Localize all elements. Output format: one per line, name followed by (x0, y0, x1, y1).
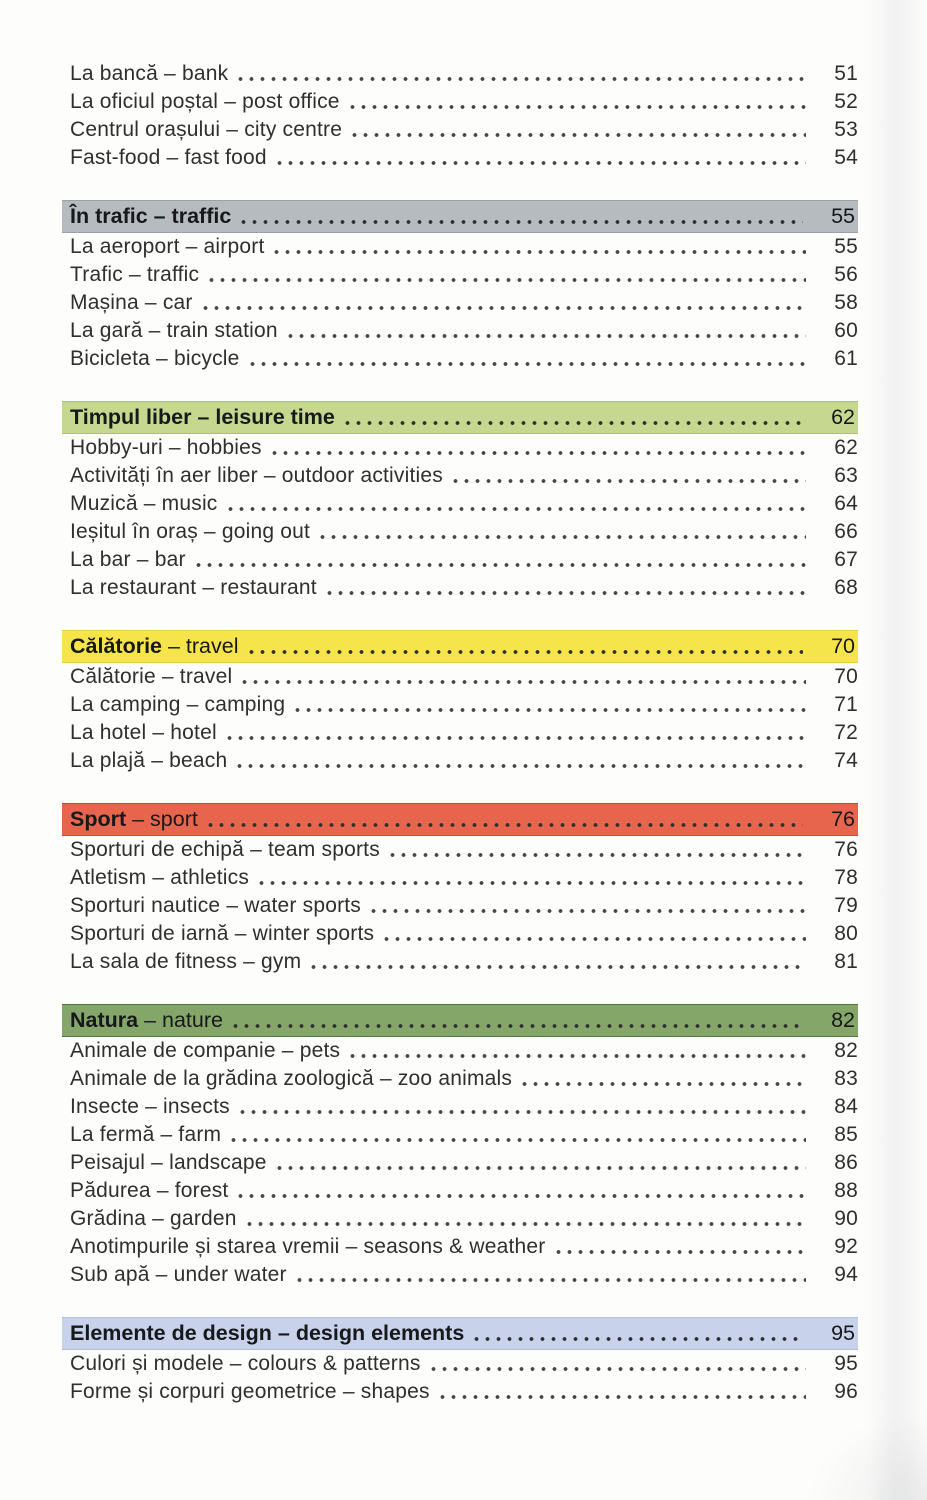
entry-page-number: 96 (834, 1380, 858, 1403)
entry-label: La oficiul poștal – post office (70, 90, 340, 113)
toc-entry (70, 462, 858, 490)
toc-entry (70, 719, 858, 747)
dot-leader (205, 804, 803, 835)
toc-entry (70, 747, 858, 775)
toc-entry (70, 144, 858, 172)
dot-leader (387, 836, 806, 864)
entry-label: La bar – bar (70, 548, 186, 571)
section-title-bold: Natura (70, 1008, 139, 1032)
entry-page-number: 61 (834, 347, 858, 370)
entry-page-number: 70 (834, 665, 858, 688)
entry-label: Ieșitul în oraș – going out (70, 520, 311, 543)
entry-page-number: 95 (834, 1352, 858, 1375)
entry-page-number: 71 (834, 693, 858, 716)
entry-label: La restaurant – restaurant (70, 576, 317, 599)
section-page-number: 76 (831, 807, 855, 831)
toc-entry (70, 490, 858, 518)
toc-entry (70, 1149, 858, 1177)
toc-entry (70, 345, 858, 373)
dot-leader (269, 434, 806, 462)
dot-leader (238, 201, 803, 232)
toc-entry (70, 1177, 858, 1205)
section-page-number: 82 (831, 1008, 855, 1032)
entry-label: Sub apă – under water (70, 1263, 287, 1286)
dot-leader (237, 1093, 806, 1121)
dot-leader (342, 402, 803, 433)
toc-entry (70, 233, 858, 261)
entry-label: La gară – train station (70, 319, 278, 342)
entry-page-number: 92 (834, 1235, 858, 1258)
dot-leader (349, 116, 806, 144)
toc-entry (70, 920, 858, 948)
toc-entry (70, 289, 858, 317)
scan-shadow-right (867, 0, 927, 1500)
entry-label: La plajă – beach (70, 749, 228, 772)
dot-leader (230, 1005, 803, 1036)
dot-leader (246, 631, 804, 662)
toc-entry (70, 691, 858, 719)
entry-label: Pădurea – forest (70, 1179, 229, 1202)
entry-page-number: 88 (834, 1179, 858, 1202)
entry-page-number: 72 (834, 721, 858, 744)
entry-page-number: 58 (834, 291, 858, 314)
toc-entry (70, 836, 858, 864)
dot-leader (294, 1261, 806, 1289)
section-page-number: 70 (831, 634, 855, 658)
dot-leader (224, 719, 806, 747)
entry-page-number: 80 (834, 922, 858, 945)
toc-section-header (62, 200, 858, 233)
section-title-rest: – travel (162, 634, 239, 658)
table-of-contents (70, 60, 858, 1406)
toc-section-header (62, 1317, 858, 1350)
entry-label: Călătorie – travel (70, 665, 233, 688)
dot-leader (317, 518, 806, 546)
entry-label: La camping – camping (70, 693, 286, 716)
dot-leader (271, 233, 806, 261)
entry-page-number: 81 (834, 950, 858, 973)
entry-label: Mașina – car (70, 291, 193, 314)
dot-leader (234, 747, 806, 775)
section-title-rest: – nature (138, 1008, 223, 1032)
entry-label: Peisajul – landscape (70, 1151, 267, 1174)
toc-entry (70, 116, 858, 144)
dot-leader (247, 345, 806, 373)
entry-label: Trafic – traffic (70, 263, 200, 286)
dot-leader (368, 892, 806, 920)
dot-leader (206, 261, 806, 289)
toc-entry (70, 546, 858, 574)
toc-entry (70, 1350, 858, 1378)
dot-leader (244, 1205, 806, 1233)
section-title-bold: Timpul liber – leisure time (70, 405, 335, 429)
dot-leader (381, 920, 806, 948)
entry-label: La bancă – bank (70, 62, 229, 85)
entry-page-number: 63 (834, 464, 858, 487)
dot-leader (228, 1121, 806, 1149)
entry-label: Culori și modele – colours & patterns (70, 1352, 421, 1375)
entry-label: La hotel – hotel (70, 721, 217, 744)
dot-leader (553, 1233, 806, 1261)
dot-leader (235, 60, 806, 88)
dot-leader (239, 663, 806, 691)
entry-label: Anotimpurile și starea vremii – seasons & weather (70, 1235, 546, 1258)
entry-page-number: 60 (834, 319, 858, 342)
dot-leader (256, 864, 806, 892)
entry-page-number: 85 (834, 1123, 858, 1146)
entry-page-number: 56 (834, 263, 858, 286)
section-title-rest: – sport (126, 807, 198, 831)
dot-leader (292, 691, 806, 719)
toc-entry (70, 948, 858, 976)
entry-page-number: 83 (834, 1067, 858, 1090)
entry-page-number: 67 (834, 548, 858, 571)
toc-entry (70, 518, 858, 546)
section-page-number: 62 (831, 405, 855, 429)
toc-entry (70, 1065, 858, 1093)
entry-label: La sala de fitness – gym (70, 950, 302, 973)
dot-leader (471, 1318, 803, 1349)
toc-section-header (62, 803, 858, 836)
dot-leader (437, 1378, 806, 1406)
entry-label: Sporturi de iarnă – winter sports (70, 922, 375, 945)
entry-label: Grădina – garden (70, 1207, 237, 1230)
entry-page-number: 79 (834, 894, 858, 917)
entry-label: Animale de la grădina zoologică – zoo animals (70, 1067, 513, 1090)
toc-entry (70, 1261, 858, 1289)
entry-page-number: 82 (834, 1039, 858, 1062)
toc-section-header (62, 1004, 858, 1037)
toc-entry (70, 317, 858, 345)
entry-page-number: 74 (834, 749, 858, 772)
dot-leader (225, 490, 806, 518)
entry-page-number: 64 (834, 492, 858, 515)
section-title-bold: Călătorie (70, 634, 163, 658)
dot-leader (450, 462, 806, 490)
dot-leader (193, 546, 806, 574)
toc-entry (70, 663, 858, 691)
toc-entry (70, 892, 858, 920)
dot-leader (235, 1177, 806, 1205)
toc-entry (70, 574, 858, 602)
entry-page-number: 52 (834, 90, 858, 113)
entry-page-number: 86 (834, 1151, 858, 1174)
toc-entry (70, 1037, 858, 1065)
entry-label: Atletism – athletics (70, 866, 250, 889)
entry-label: Forme și corpuri geometrice – shapes (70, 1380, 430, 1403)
entry-label: Bicicleta – bicycle (70, 347, 240, 370)
entry-page-number: 55 (834, 235, 858, 258)
entry-page-number: 94 (834, 1263, 858, 1286)
toc-entry (70, 1205, 858, 1233)
entry-label: La fermă – farm (70, 1123, 222, 1146)
entry-label: La aeroport – airport (70, 235, 265, 258)
toc-entry (70, 1233, 858, 1261)
entry-label: Insecte – insects (70, 1095, 230, 1118)
toc-section-header (62, 401, 858, 434)
toc-entry (70, 434, 858, 462)
dot-leader (347, 1037, 806, 1065)
entry-page-number: 76 (834, 838, 858, 861)
dot-leader (308, 948, 806, 976)
scan-shadow-corner (807, 1410, 927, 1500)
section-title-bold: Elemente de design – design elements (70, 1321, 465, 1345)
entry-page-number: 51 (834, 62, 858, 85)
toc-entry (70, 1093, 858, 1121)
dot-leader (519, 1065, 806, 1093)
entry-label: Fast-food – fast food (70, 146, 267, 169)
section-page-number: 55 (831, 204, 855, 228)
dot-leader (200, 289, 806, 317)
entry-label: Hobby-uri – hobbies (70, 436, 262, 459)
entry-label: Activități în aer liber – outdoor activities (70, 464, 443, 487)
toc-section-header (62, 630, 858, 663)
toc-entry (70, 864, 858, 892)
toc-entry (70, 60, 858, 88)
entry-page-number: 78 (834, 866, 858, 889)
entry-page-number: 53 (834, 118, 858, 141)
dot-leader (428, 1350, 806, 1378)
toc-entry (70, 1378, 858, 1406)
dot-leader (347, 88, 806, 116)
dot-leader (274, 1149, 806, 1177)
entry-label: Muzică – music (70, 492, 218, 515)
entry-label: Centrul orașului – city centre (70, 118, 343, 141)
toc-entry (70, 1121, 858, 1149)
toc-entry (70, 88, 858, 116)
toc-entry (70, 261, 858, 289)
entry-page-number: 90 (834, 1207, 858, 1230)
section-title-bold: Sport (70, 807, 127, 831)
entry-label: Sporturi de echipă – team sports (70, 838, 380, 861)
section-page-number: 95 (831, 1321, 855, 1345)
entry-page-number: 62 (834, 436, 858, 459)
dot-leader (285, 317, 806, 345)
dot-leader (324, 574, 806, 602)
entry-page-number: 68 (834, 576, 858, 599)
entry-label: Animale de companie – pets (70, 1039, 341, 1062)
dot-leader (274, 144, 806, 172)
entry-page-number: 66 (834, 520, 858, 543)
entry-page-number: 84 (834, 1095, 858, 1118)
entry-label: Sporturi nautice – water sports (70, 894, 362, 917)
entry-page-number: 54 (834, 146, 858, 169)
section-title-bold: În trafic – traffic (70, 204, 232, 228)
